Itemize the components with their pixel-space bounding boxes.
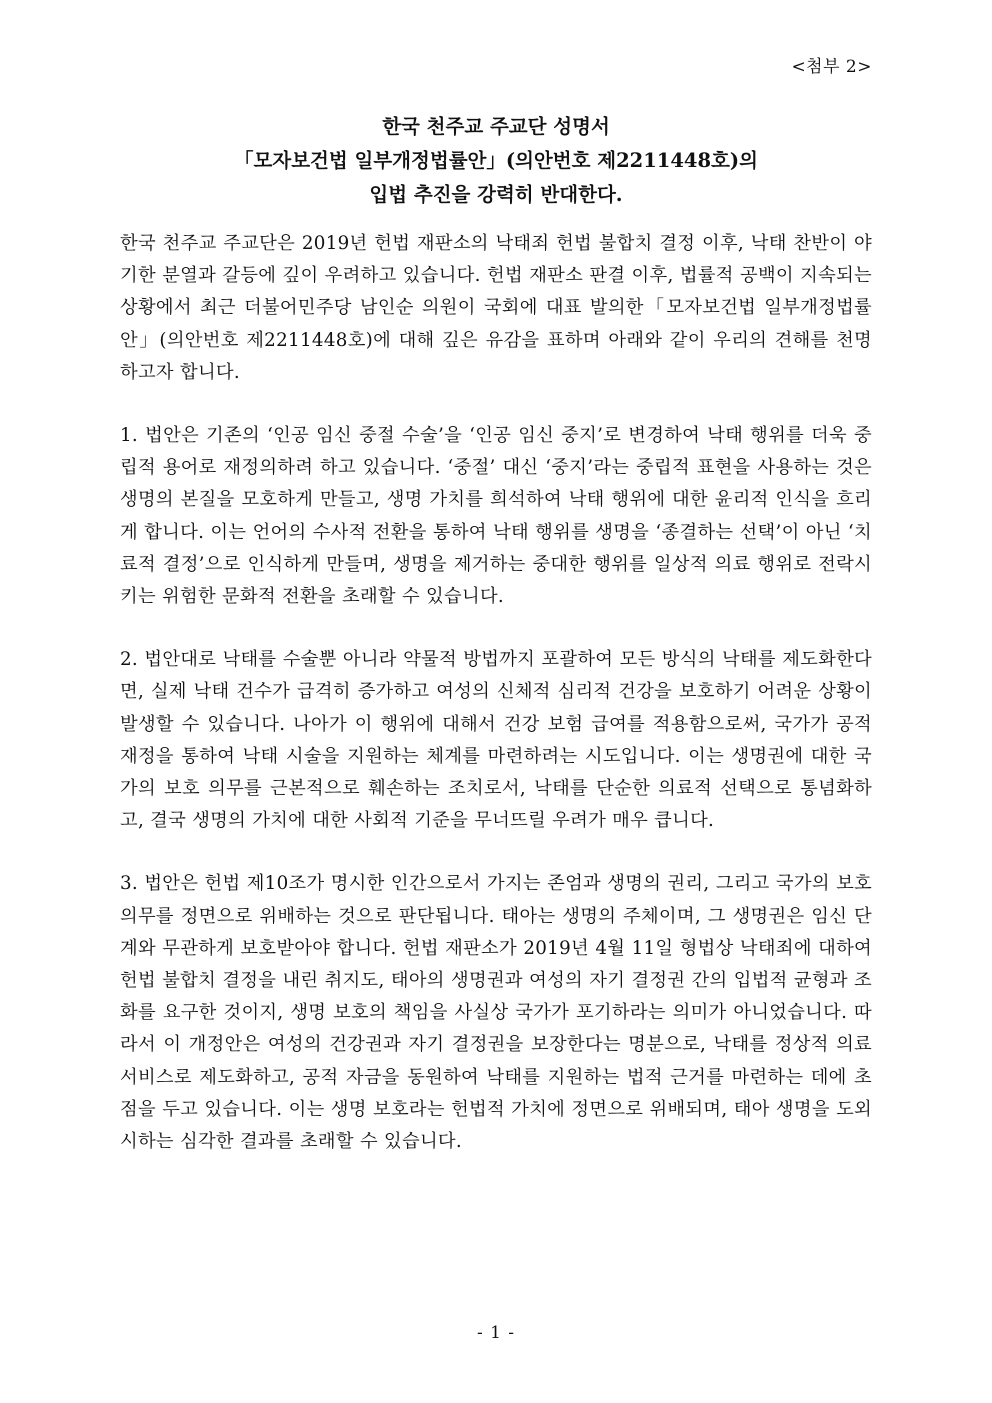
page-number: - 1 - — [476, 1323, 516, 1343]
title-line-3: 입법 추진을 강력히 반대한다. — [369, 183, 623, 206]
title-line-1: 한국 천주교 주교단 성명서 — [382, 115, 610, 138]
document-title — [0, 110, 992, 212]
point-1-paragraph: 1. 법안은 기존의 ‘인공 임신 중절 수술’을 ‘인공 임신 중지’로 변경하여 낙태 행위를 더욱 중립적 용어로 재정의하려 하고 있습니다. ‘중절’ 대신 ‘중지’라는 중립적 표현을 사용하는 것은 생명의 본질을 모호하게 만들고, 생명 가치를 희석하여 낙태 행위에 대한 윤리적 인식을 흐리게 합니다. 이는 언어의 수사적 전환을 통하여 낙태 행위를 생명을 ‘종결하는 선택’이 아닌 ‘치료적 결정’으로 인식하게 만들며, 생명을 제거하는 중대한 행위를 일상적 의료 행위로 전락시키는 위험한 문화적 전환을 초래할 수 있습니다. — [120, 425, 872, 608]
point-2-paragraph: 2. 법안대로 낙태를 수술뿐 아니라 약물적 방법까지 포괄하여 모든 방식의 낙태를 제도화한다면, 실제 낙태 건수가 급격히 증가하고 여성의 신체적 심리적 건강을 보호하기 어려운 상황이 발생할 수 있습니다. 나아가 이 행위에 대해서 건강 보험 급여를 적용함으로써, 국가가 공적 재정을 통하여 낙태 시술을 지원하는 체계를 마련하려는 시도입니다. 이는 생명권에 대한 국가의 보호 의무를 근본적으로 훼손하는 조치로서, 낙태를 단순한 의료적 선택으로 통념화하고, 결국 생명의 가치에 대한 사회적 기준을 무너뜨릴 우려가 매우 큽니다. — [120, 649, 872, 832]
document-body — [120, 228, 872, 1189]
intro-paragraph: 한국 천주교 주교단은 2019년 헌법 재판소의 낙태죄 헌법 불합치 결정 이후, 낙태 찬반이 야기한 분열과 갈등에 깊이 우려하고 있습니다. 헌법 재판소 판결 이후, 법률적 공백이 지속되는 상황에서 최근 더불어민주당 남인순 의원이 국회에 대표 발의한「모자보건법 일부개정법률안」(의안번호 제2211448호)에 대해 깊은 유감을 표하며 아래와 같이 우리의 견해를 천명하고자 합니다. — [120, 233, 872, 383]
title-line-2: 「모자보건법 일부개정법률안」(의안번호 제2211448호)의 — [234, 149, 758, 172]
attachment-label: <첨부 2> — [791, 57, 872, 77]
point-3-paragraph: 3. 법안은 헌법 제10조가 명시한 인간으로서 가지는 존엄과 생명의 권리, 그리고 국가의 보호 의무를 정면으로 위배하는 것으로 판단됩니다. 태아는 생명의 주체이며, 그 생명권은 임신 단계와 무관하게 보호받아야 합니다. 헌법 재판소가 2019년 4월 11일 형법상 낙태죄에 대하여 헌법 불합치 결정을 내린 취지도, 태아의 생명권과 여성의 자기 결정권 간의 입법적 균형과 조화를 요구한 것이지, 생명 보호의 책임을 사실상 국가가 포기하라는 의미가 아니었습니다. 따라서 이 개정안은 여성의 건강권과 자기 결정권을 보장한다는 명분으로, 낙태를 정상적 의료 서비스로 제도화하고, 공적 자금을 동원하여 낙태를 지원하는 법적 근거를 마련하는 데에 초점을 두고 있습니다. 이는 생명 보호라는 헌법적 가치에 정면으로 위배되며, 태아 생명을 도외시하는 심각한 결과를 초래할 수 있습니다. — [120, 873, 872, 1153]
